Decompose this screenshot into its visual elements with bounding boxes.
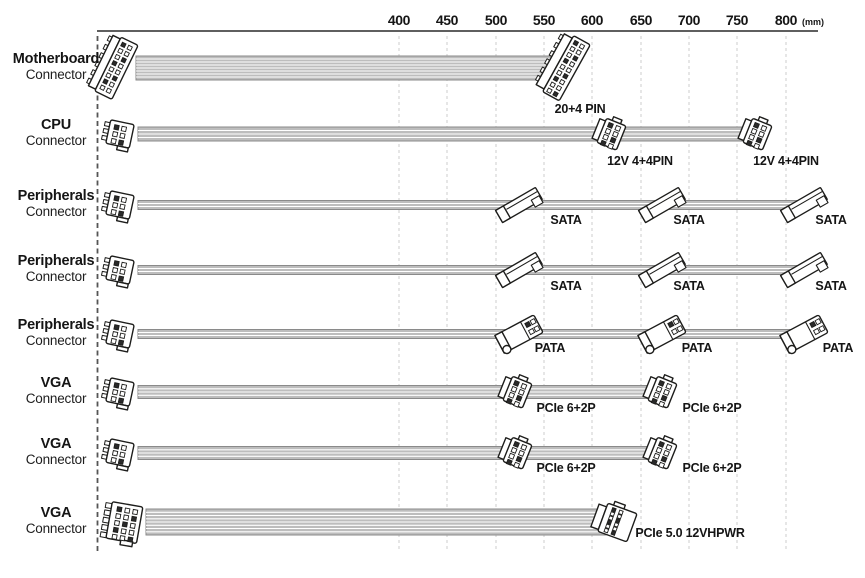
connector-type-label: PATA — [822, 341, 854, 355]
connector-pin8-icon — [642, 431, 679, 470]
axis-unit-label: (mm) — [802, 17, 824, 27]
cable-vga-2 — [138, 447, 650, 460]
connector-type-label: 20+4 PIN — [554, 102, 606, 116]
cable-cpu — [138, 127, 745, 141]
row-label-peripherals-3 — [0, 317, 112, 349]
connector-type-label: 12V 4+4PIN — [607, 154, 673, 168]
cable-vga-3 — [146, 509, 606, 535]
connector-type-label: PCIe 6+2P — [682, 401, 742, 415]
row-label-line1: Motherboard — [12, 51, 100, 67]
row-label-cpu — [0, 117, 112, 149]
connector-type-label: SATA — [815, 213, 847, 227]
row-label-line2: Connector — [25, 269, 87, 284]
axis-tick-label: 500 — [484, 12, 508, 28]
connector-pin8-icon — [642, 370, 679, 409]
row-label-line1: Peripherals — [17, 188, 95, 204]
row-label-vga-3 — [0, 505, 112, 537]
connector-type-label: PATA — [681, 341, 713, 355]
row-label-vga-1 — [0, 375, 112, 407]
connector-type-label: PCIe 6+2P — [536, 401, 596, 415]
connector-pata-icon — [638, 315, 687, 355]
axis-tick-label: 750 — [725, 12, 749, 28]
row-label-peripherals-2 — [0, 253, 112, 285]
axis-tick-label: 550 — [532, 12, 556, 28]
cable-vga-1 — [138, 386, 650, 399]
row-label-line1: CPU — [40, 117, 71, 133]
row-label-vga-2 — [0, 436, 112, 468]
row-label-line2: Connector — [25, 67, 87, 82]
connector-type-label: SATA — [673, 213, 705, 227]
connector-type-label: PCIe 6+2P — [682, 461, 742, 475]
connector-sata-icon — [496, 252, 544, 290]
cable-peripherals-3 — [138, 330, 800, 339]
connector-type-label: 12V 4+4PIN — [753, 154, 819, 168]
row-label-line2: Connector — [25, 133, 87, 148]
cable-peripherals-2 — [138, 266, 800, 275]
row-label-line1: VGA — [40, 436, 72, 452]
axis-tick-label: 650 — [629, 12, 653, 28]
row-label-line1: Peripherals — [17, 253, 95, 269]
connector-pin8-icon — [497, 431, 534, 470]
connector-pin8-icon — [497, 370, 534, 409]
cable-peripherals-1 — [138, 201, 800, 210]
row-label-peripherals-1 — [0, 188, 112, 220]
axis-tick-label: 700 — [677, 12, 701, 28]
cable-motherboard — [136, 56, 552, 80]
axis-tick-label: 450 — [435, 12, 459, 28]
row-label-line2: Connector — [25, 333, 87, 348]
connector-pata-icon — [780, 315, 829, 355]
connector-type-label: PCIe 6+2P — [536, 461, 596, 475]
row-label-line1: VGA — [40, 505, 72, 521]
row-label-line1: VGA — [40, 375, 72, 391]
connector-type-label: SATA — [815, 279, 847, 293]
axis-tick-label: 800 — [774, 12, 798, 28]
axis-tick-label: 400 — [387, 12, 411, 28]
connector-type-label: PCIe 5.0 12VHPWR — [635, 526, 745, 540]
axis-tick-label: 600 — [580, 12, 604, 28]
connector-type-label: PATA — [534, 341, 566, 355]
connector-type-label: SATA — [550, 279, 582, 293]
connector-type-label: SATA — [550, 213, 582, 227]
row-label-line2: Connector — [25, 391, 87, 406]
connector-sata-icon — [496, 187, 544, 225]
connector-pin8-icon — [737, 112, 774, 151]
connector-pin8-icon — [591, 112, 628, 151]
row-label-line2: Connector — [25, 452, 87, 467]
row-label-motherboard — [0, 51, 112, 83]
connector-type-label: SATA — [673, 279, 705, 293]
row-label-line1: Peripherals — [17, 317, 95, 333]
row-label-line2: Connector — [25, 521, 87, 536]
row-label-line2: Connector — [25, 204, 87, 219]
